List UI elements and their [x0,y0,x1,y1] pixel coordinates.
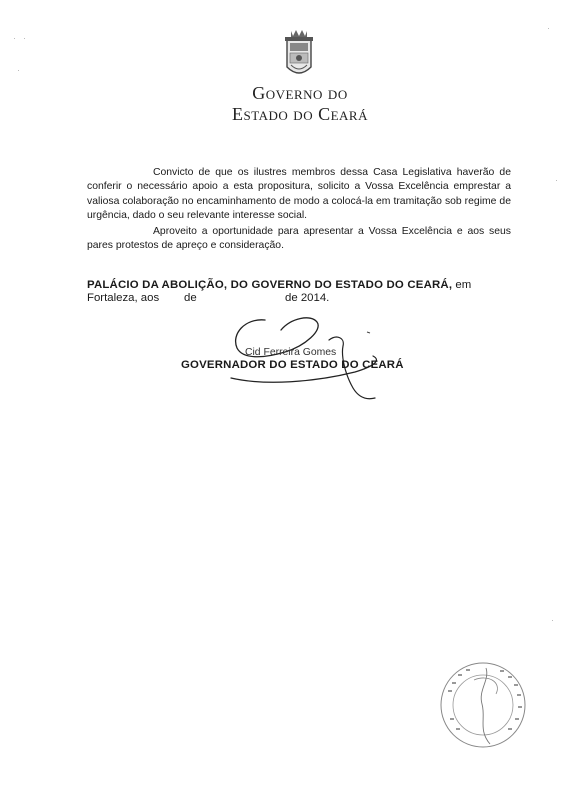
closing-date-year: de 2014. [285,292,330,304]
scan-speck [552,620,553,621]
body-paragraph-2: Aproveito a oportunidade para apresentar a Vossa Excelência e aos seus pares protestos de apreço e consideração. [87,226,511,252]
letterhead [200,83,400,125]
scan-speck [14,38,15,39]
closing-place-bold: PALÁCIO DA ABOLIÇÃO, DO GOVERNO DO ESTADO DO CEARÁ, [87,279,453,291]
signatory-title: GOVERNADOR DO ESTADO DO CEARÁ [181,359,404,371]
scan-speck [18,70,19,71]
body-paragraph-1: Convicto de que os ilustres membros dessa Casa Legislativa haverão de conferir o necessário apoio a esta propositura, solicito a Vossa Excelência emprestar a valiosa colaboração no encaminhamento de modo a colocá-la em tramitação sob regime de urgência, dado o seu relevante interesse social. [87,167,511,222]
letterhead-line-1: Governo do [252,83,348,103]
scan-speck [556,180,557,181]
scan-speck [548,28,549,29]
state-coat-of-arms-icon [279,27,319,79]
signatory-name: Cid Ferreira Gomes [245,347,337,358]
closing-place [87,278,511,293]
closing-place-tail: em [455,279,472,291]
closing-date-line [87,292,387,307]
letterhead-line-2: Estado do Ceará [232,104,368,124]
round-ink-stamp-icon [438,660,528,750]
scan-speck [24,38,25,39]
closing-date-de-1: de [184,292,197,304]
closing-city: Fortaleza, aos [87,292,160,304]
